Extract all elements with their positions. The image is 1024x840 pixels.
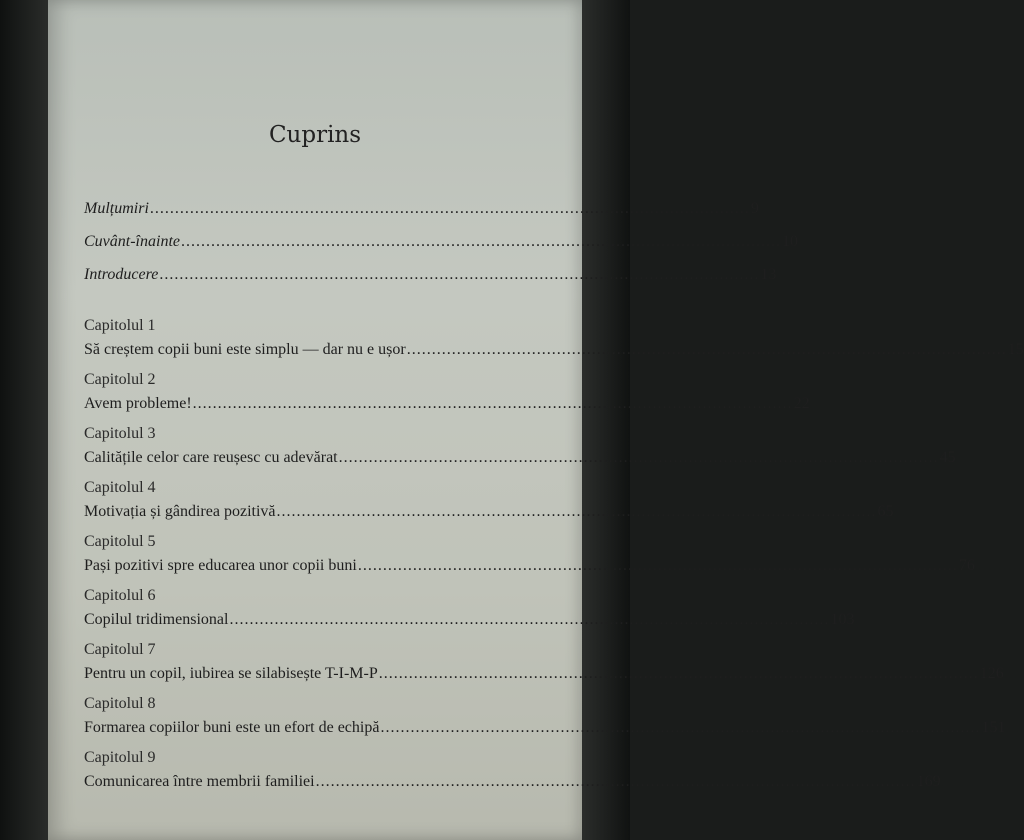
chapter-page: 103 <box>830 611 855 628</box>
leader-dots: ........................................................................................................................ <box>406 341 1007 358</box>
chapter-9 <box>84 747 941 793</box>
chapter-page: 22 <box>793 395 810 412</box>
chapter-entry <box>84 339 1024 361</box>
chapter-page: 65 <box>877 503 894 520</box>
chapter-number: Capitolul 4 <box>84 479 156 496</box>
leader-dots: ........................................................................................................................ <box>378 665 979 682</box>
chapter-8 <box>84 693 1006 739</box>
chapter-5 <box>84 531 975 577</box>
chapter-entry <box>84 555 975 577</box>
chapter-number: Capitolul 3 <box>84 425 156 442</box>
leader-dots: ........................................................................................................................ <box>380 719 981 736</box>
chapter-4 <box>84 477 894 523</box>
chapter-title: Avem probleme! <box>84 395 192 412</box>
toc-entry-cuvant-inainte <box>84 231 798 253</box>
chapter-page: 151 <box>981 719 1006 736</box>
table-of-contents <box>84 198 1024 801</box>
toc-entry-multumiri <box>84 198 759 220</box>
chapter-entry <box>84 393 810 415</box>
leader-dots: ........................................................................................................................ <box>149 200 750 217</box>
chapter-entry <box>84 663 1004 685</box>
leader-dots: ........................................................................................................................ <box>180 233 781 250</box>
leader-dots: ........................................................................................................................ <box>159 266 760 283</box>
chapter-entry <box>84 771 941 793</box>
chapter-page: 169 <box>916 773 941 790</box>
chapter-1 <box>84 315 1024 361</box>
chapter-number: Capitolul 8 <box>84 695 156 712</box>
chapter-3 <box>84 423 956 469</box>
chapter-title: Pași pozitivi spre educarea unor copii buni <box>84 557 357 574</box>
chapter-title: Motivația și gândirea pozitivă <box>84 503 276 520</box>
chapter-page: 45 <box>939 449 956 466</box>
chapter-entry <box>84 609 855 631</box>
entry-page: 13 <box>760 266 777 283</box>
leader-dots: ........................................................................................................................ <box>338 449 939 466</box>
background-right <box>582 0 630 840</box>
leader-dots: ........................................................................................................................ <box>276 503 877 520</box>
entry-page: 9 <box>750 200 759 217</box>
chapter-list <box>84 315 1024 793</box>
chapter-entry <box>84 447 956 469</box>
chapter-title: Calitățile celor care reușesc cu adevărat <box>84 449 338 466</box>
chapter-6 <box>84 585 855 631</box>
leader-dots: ........................................................................................................................ <box>229 611 830 628</box>
chapter-number: Capitolul 1 <box>84 317 156 334</box>
chapter-number: Capitolul 7 <box>84 641 156 658</box>
chapter-number: Capitolul 6 <box>84 587 156 604</box>
book-page <box>48 0 1024 840</box>
chapter-title: Pentru un copil, iubirea se silabisește T-I-M-P <box>84 665 378 682</box>
background-left <box>0 0 48 840</box>
chapter-number: Capitolul 5 <box>84 533 156 550</box>
chapter-2 <box>84 369 810 415</box>
leader-dots: ........................................................................................................................ <box>192 395 793 412</box>
chapter-entry <box>84 717 1006 739</box>
chapter-title: Să creștem copii buni este simplu — dar nu e ușor <box>84 341 406 358</box>
entry-title: Mulțumiri <box>84 200 149 217</box>
chapter-number: Capitolul 2 <box>84 371 156 388</box>
leader-dots: ........................................................................................................................ <box>315 773 916 790</box>
chapter-page: 76 <box>958 557 975 574</box>
front-matter-list <box>84 198 798 286</box>
entry-title: Introducere <box>84 266 159 283</box>
chapter-title: Formarea copiilor buni este un efort de echipă <box>84 719 380 736</box>
chapter-title: Copilul tridimensional <box>84 611 229 628</box>
chapter-7 <box>84 639 1004 685</box>
entry-title: Cuvânt-înainte <box>84 233 180 250</box>
leader-dots: ........................................................................................................................ <box>357 557 958 574</box>
chapter-page: 126 <box>979 665 1004 682</box>
chapter-entry <box>84 501 894 523</box>
toc-entry-introducere <box>84 264 777 286</box>
entry-page: 10 <box>781 233 798 250</box>
chapter-number: Capitolul 9 <box>84 749 156 766</box>
chapter-title: Comunicarea între membrii familiei <box>84 773 315 790</box>
page-title: Cuprins <box>268 122 362 148</box>
chapter-page: 15 <box>1007 341 1024 358</box>
